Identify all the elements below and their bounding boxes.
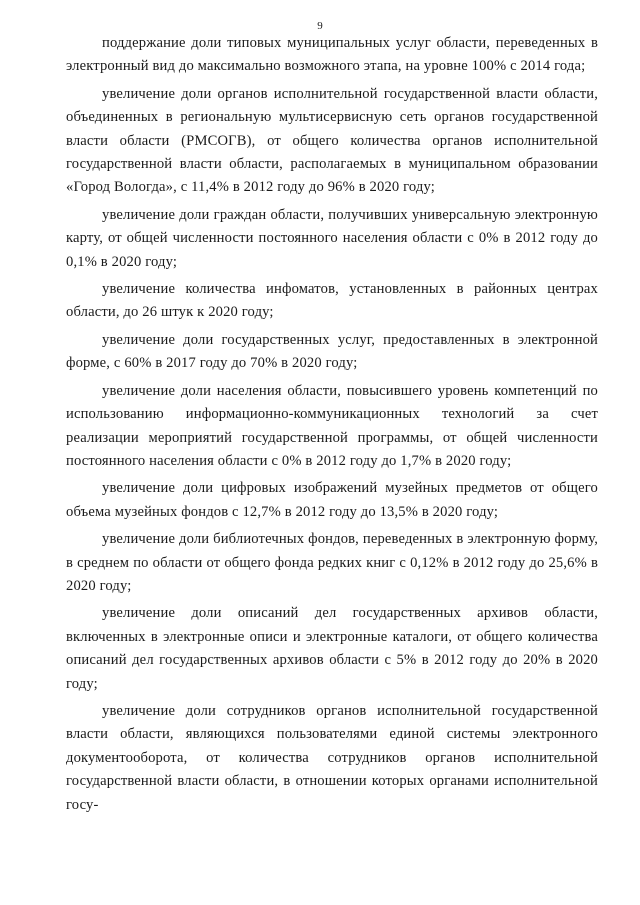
document-body bbox=[66, 32, 598, 821]
paragraph-ict-competence: увеличение доли населения области, повысившего уровень компетенций по использованию информационно-коммуникационных технологий за счет реализации мероприятий государственной программы, от общей численности постоянного населения области с 0% в 2012 году до 1,7% в 2020 году; bbox=[66, 382, 598, 469]
paragraph-infomats: увеличение количества инфоматов, установленных в районных центрах области, до 26 штук к 2020 году; bbox=[66, 281, 598, 321]
paragraph-museum-images: увеличение доли цифровых изображений музейных предметов от общего объема музейных фондов с 12,7% в 2012 году до 13,5% в 2020 году; bbox=[66, 480, 598, 520]
paragraph-electronic-services: увеличение доли государственных услуг, предоставленных в электронной форме, с 60% в 2017 году до 70% в 2020 году; bbox=[66, 331, 598, 372]
paragraph-rmsogv-network: увеличение доли органов исполнительной государственной власти области, объединенных в региональную мультисервисную сеть органов государственной власти области (РМСОГВ), от общего количества органов исполнительной государственной власти области, располагаемых в муниципальном образовании «Город Вологда», с 11,4% в 2012 году до 96% в 2020 году; bbox=[66, 85, 598, 196]
paragraph-typical-services: поддержание доли типовых муниципальных услуг области, переведенных в электронный вид до максимально возможного этапа, на уровне 100% с 2014 года; bbox=[66, 35, 598, 75]
paragraph-document-management: увеличение доли сотрудников органов исполнительной государственной власти области, являющихся пользователями единой системы электронного документооборота, от количества сотрудников органов исполнительной государственной власти области, в отношении которых органами исполнительной госу- bbox=[66, 702, 598, 813]
paragraph-library-funds: увеличение доли библиотечных фондов, переведенных в электронную форму, в среднем по области от общего фонда редких книг с 0,12% в 2012 году до 25,6% в 2020 году; bbox=[66, 531, 598, 594]
page-number: 9 bbox=[317, 20, 323, 32]
paragraph-electronic-card: увеличение доли граждан области, получивших универсальную электронную карту, от общей численности постоянного населения области с 0% в 2012 году до 0,1% в 2020 году; bbox=[66, 206, 598, 270]
paragraph-archive-descriptions: увеличение доли описаний дел государственных архивов области, включенных в электронные описи и электронные каталоги, от общего количества описаний дел государственных архивов области с 5% в 2012 году до 20% в 2020 году; bbox=[66, 605, 598, 692]
